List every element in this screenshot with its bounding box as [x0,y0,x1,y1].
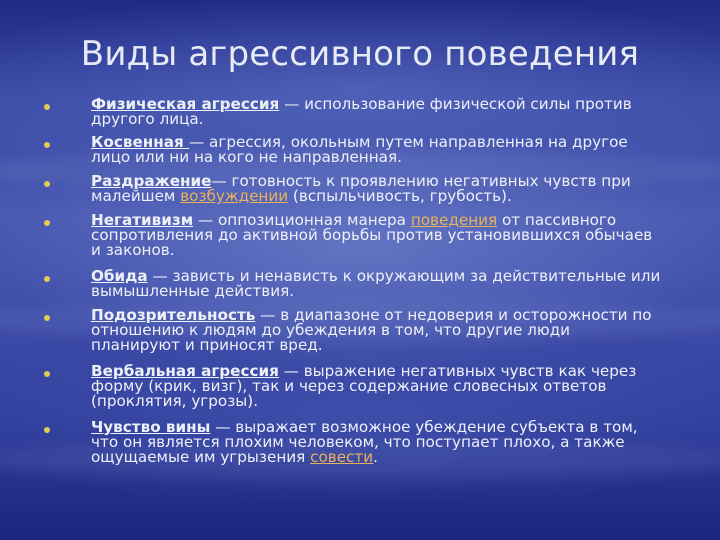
definition-line: — оппозиционная манера [193,211,411,229]
definition-line: форму (крик, визг), так и через содержание словесных ответов [91,377,607,395]
definition-line: и законов. [91,241,175,259]
definition-line: — выражение негативных чувств как через [278,362,637,380]
definition-line: отношению к людям до убеждения в том, что другие люди [91,321,571,339]
term-suspicion: Подозрительность [91,306,256,324]
list-item-text [91,269,691,299]
definition-line: — в диапазоне от недоверия и осторожности по [255,306,652,324]
definition-line: (проклятия, угрозы). [91,392,259,410]
term-physical: Физическая агрессия [91,95,280,113]
list-item-text [91,97,691,127]
list-item-text [91,174,691,204]
bullet-icon [44,276,50,282]
definition-line: планируют и приносят вред. [91,336,323,354]
definition-line: от пассивного [497,211,617,229]
link-conscience[interactable]: совести [310,448,374,466]
definition-line: сопротивления до активной борьбы против установившихся обычаев [91,226,653,244]
term-resentment: Обида [91,267,148,285]
term-guilt: Чувство вины [91,418,211,436]
definition-line: малейшем [91,187,181,205]
definition-line: лицо или ни на кого не направленная. [91,148,402,166]
definition-line: — готовность к проявлению негативных чувств при [211,172,631,190]
bullet-icon [44,181,50,187]
definition-line: . [373,448,378,466]
definition-line: (вспыльчивость, грубость). [288,187,512,205]
list-item-text [91,213,691,258]
slide-title: Виды агрессивного поведения [80,34,640,74]
list-item-text [91,135,691,165]
list-item-text [91,364,691,409]
term-irritation: Раздражение [91,172,212,190]
bullet-icon [44,315,50,321]
link-excitement[interactable]: возбуждении [180,187,289,205]
list-item-text [91,308,691,353]
definition-line: что он является плохим человеком, что поступает плохо, а также [91,433,625,451]
definition-line: вымышленные действия. [91,282,295,300]
definition-line: — выражает возможное убеждение субъекта в том, [210,418,638,436]
list-item-text [91,420,691,465]
definition-line: — зависть и ненависть к окружающим за действительные или [147,267,661,285]
bullet-icon [44,220,50,226]
bullet-icon [44,142,50,148]
link-behavior[interactable]: поведения [410,211,498,229]
definition-line: — агрессия, окольным путем направленная на другое [189,133,628,151]
definition-line: — использование физической силы против [279,95,632,113]
bullet-icon [44,371,50,377]
definition-line: ощущаемые им угрызения [91,448,311,466]
term-verbal: Вербальная агрессия [91,362,279,380]
bullet-icon [44,427,50,433]
term-indirect: Косвенная [91,133,190,151]
bullet-icon [44,104,50,110]
term-negativism: Негативизм [91,211,194,229]
definition-line: другого лица. [91,110,204,128]
